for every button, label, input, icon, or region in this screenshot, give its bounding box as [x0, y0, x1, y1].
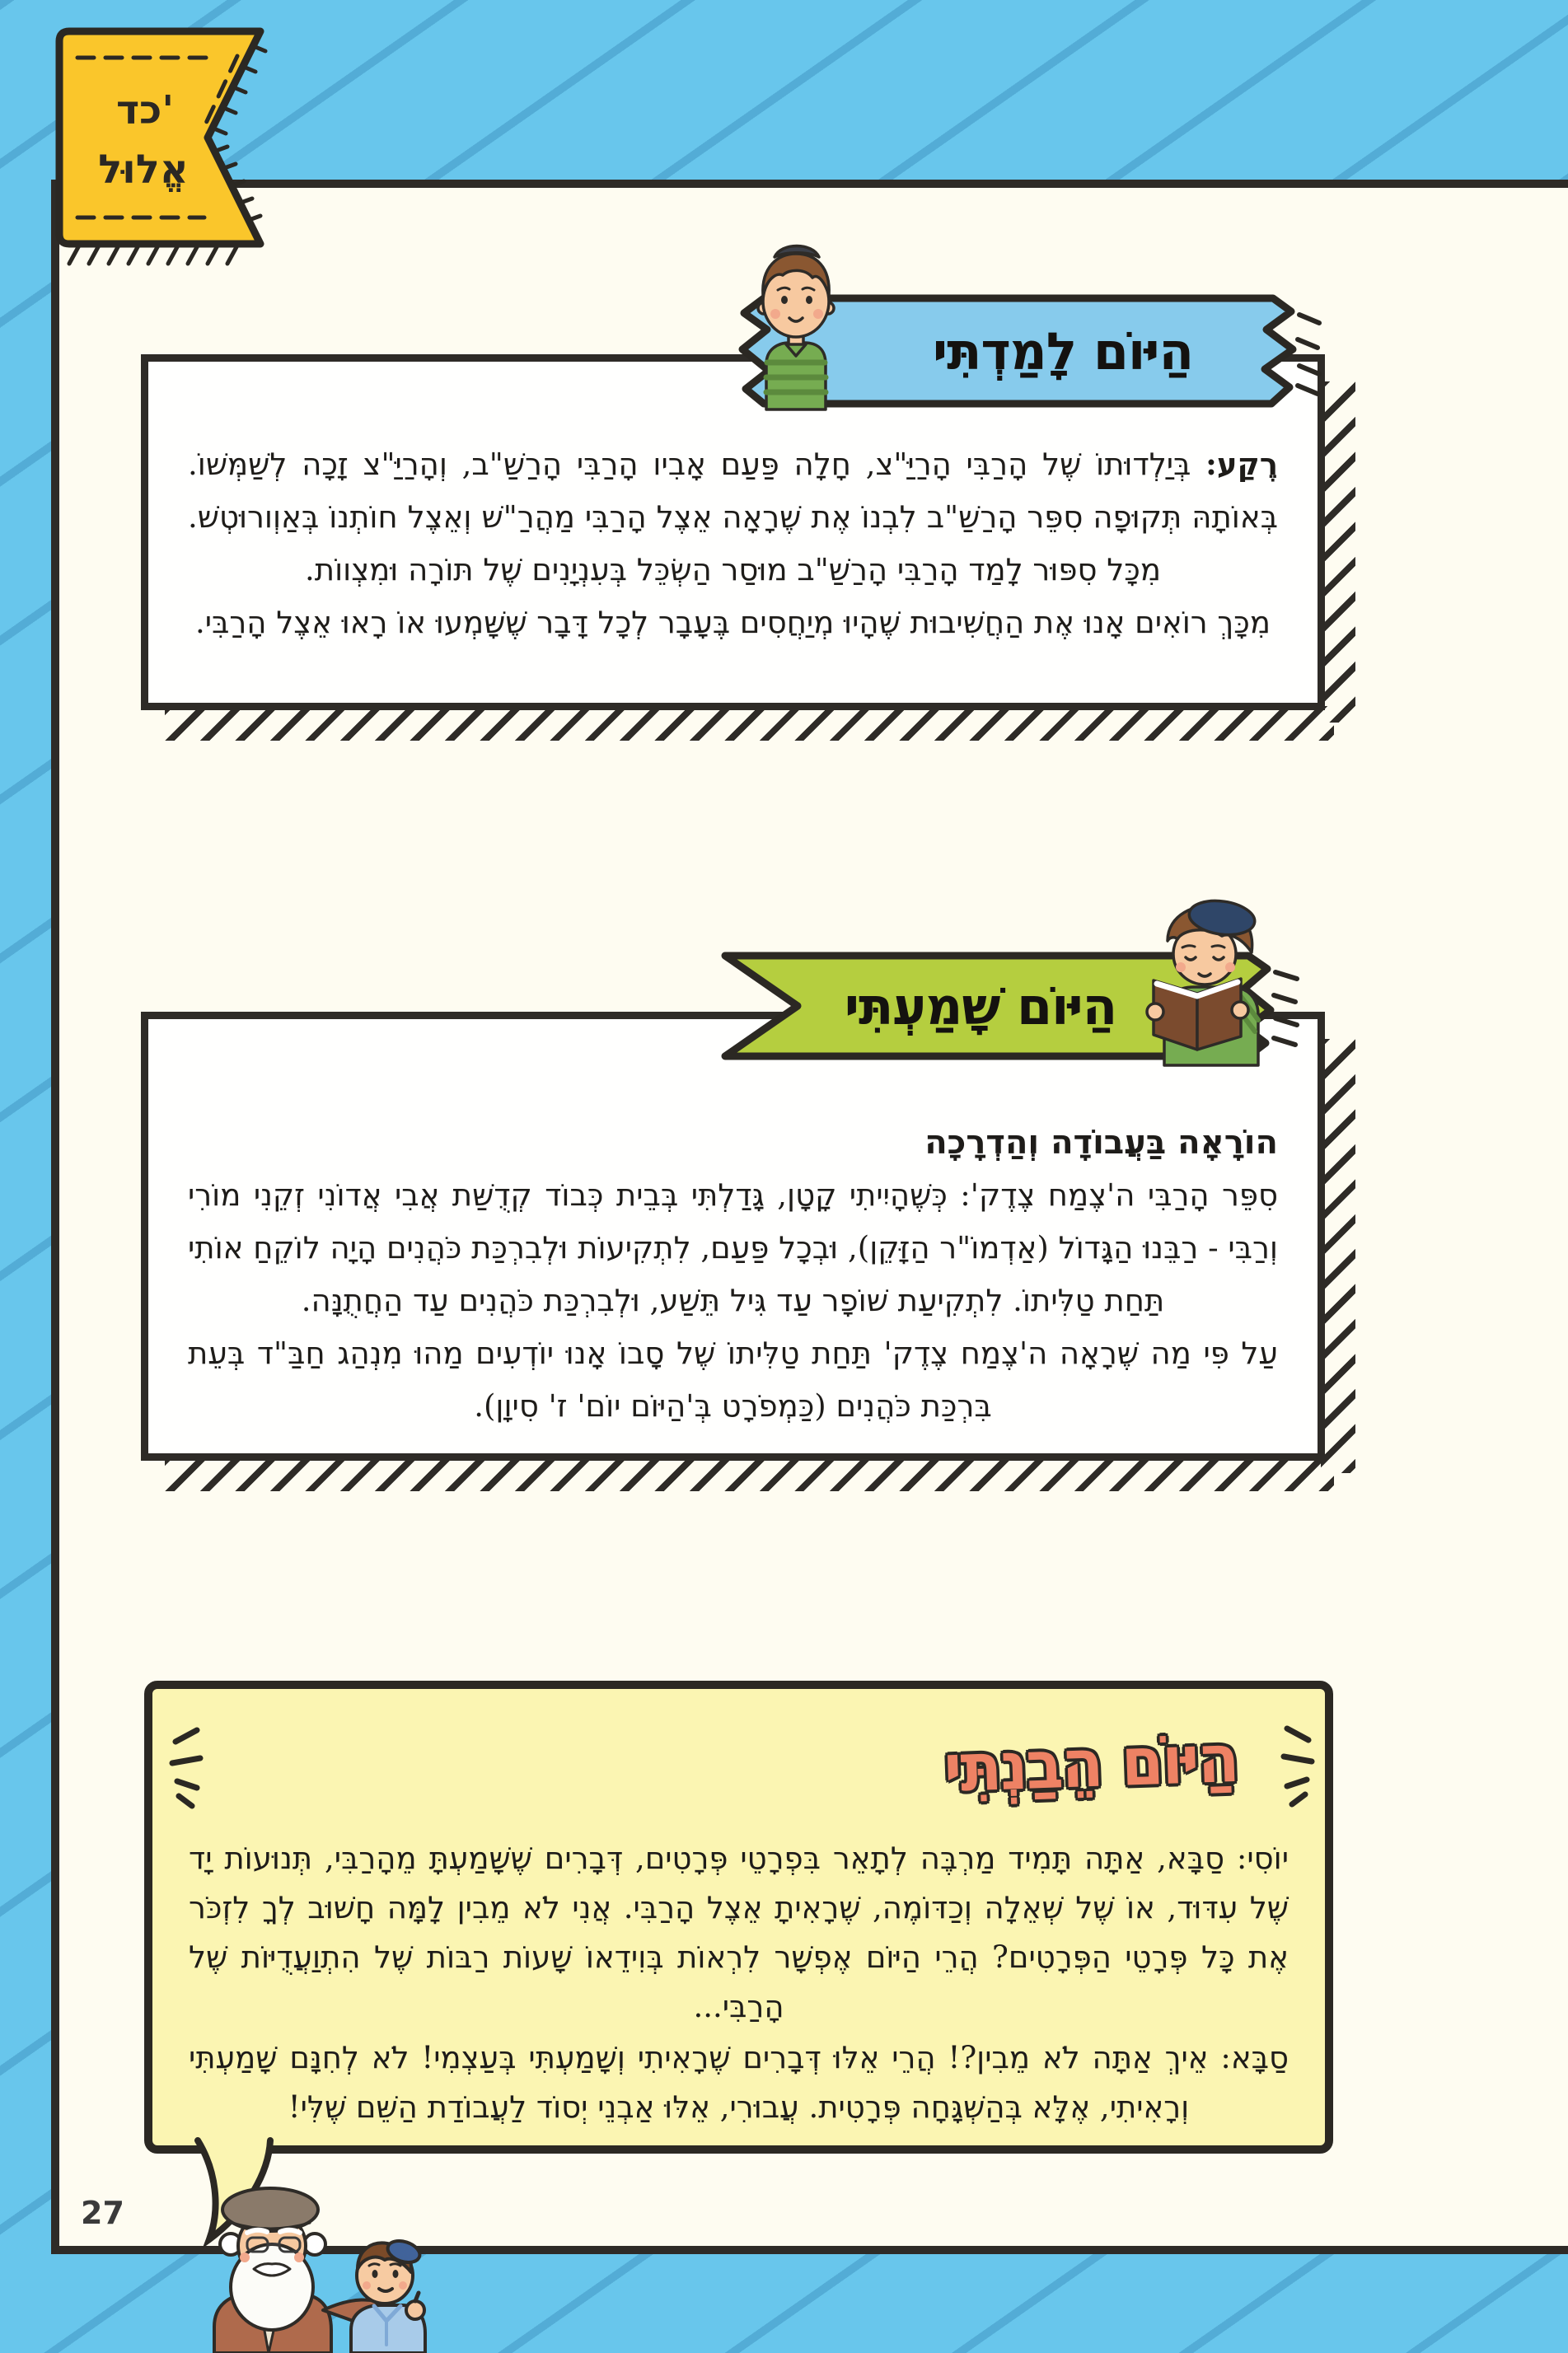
- flag-day: כד': [115, 87, 175, 133]
- boy-reading-book-icon: [1116, 888, 1294, 1065]
- paragraph-body: בְּיַלְדוּתוֹ שֶׁל הָרַבִּי הָרַיַּ"צ, חָלָה פַּעַם אָבִיו הָרַבִּי הָרַשַׁ"ב, וְהָרַיַּ"צ זָכָה לְשַׁמְּשׁוֹ. בְּאוֹתָהּ תְּקוּפָה סִפֵּר הָרַשַׁ"ב לִבְנוֹ אֶת שֶׁרָאָה אֵצֶל הָרַבִּי מַהֲרַ"שׁ וְאֵצֶל חוֹתְנוֹ בְּאַוְורוּטְשׁ. מִכָּל סִפּוּר לָמַד הָרַבִּי הָרַשַׁ"ב מוּסַר הַשְׂכֵּל בְּעִנְיָנִים שֶׁל תּוֹרָה וּמִצְווֹת.: [188, 447, 1278, 587]
- paragraph: סִפֵּר הָרַבִּי ה'צֶמַח צֶדֶק': כְּשֶׁהָיִיתִי קָטָן, גָּדַלְתִּי בְּבֵית כְּבוֹד קְדֻשַּׁת אֲבִי אֲדוֹנִי זְקֵנִי מוֹרִי וְרַבִּי - רַבֵּנוּ הַגָּדוֹל (אַדְמוֹ"ר הַזָּקֵן), וּבְכָל פַּעַם, לִתְקִיעוֹת וּלְבִרְכַּת כֹּהֲנִים הָיָה לוֹקֵחַ אוֹתִי תַּחַת טַלִּיתוֹ. לִתְקִיעַת שׁוֹפָר עַד גִּיל תֵּשַׁע, וּלְבִרְכַּת כֹּהֲנִים עַד הַחֲתֻנָּה.: [188, 1177, 1278, 1318]
- learned-text: [188, 437, 1278, 649]
- hatch-shadow-right: [1321, 381, 1355, 723]
- sparkle-icon: [167, 1724, 204, 1814]
- hatch-shadow-bottom: [165, 1457, 1334, 1491]
- flag-fringe-bottom: [69, 246, 237, 264]
- date-flag: [40, 20, 303, 275]
- paragraph-lead: רֶקַע:: [1205, 446, 1278, 482]
- flag-month: אֱלוּל: [98, 147, 189, 193]
- dialogue-line-saba: [189, 2033, 1289, 2132]
- paragraph: עַל פִּי מַה שֶּׁרָאָה ה'צֶמַח צֶדֶק' תַּחַת טַלִּיתוֹ שֶׁל סָבוֹ אָנוּ יוֹדְעִים מַהוּ מִנְהַג חַבַּ"ד בְּעֵת בִּרְכַּת כֹּהֲנִים (כַּמְפֹרָט בְּ'הַיּוֹם יוֹם' ז' סִיוָן).: [188, 1336, 1278, 1424]
- speaker-name: יוֹסִי:: [1236, 1841, 1289, 1876]
- heard-heading: הוֹרָאָה בַּעֲבוֹדָה וְהַדְרָכָה: [924, 1123, 1278, 1162]
- dialogue-text: סַבָּא, אַתָּה תָּמִיד מַרְבֶּה לְתָאֵר בִּפְרָטֵי פְּרָטִים, דְּבָרִים שֶׁשָּׁמַעְתָּ מֵהָרַבִּי, תְּנוּעוֹת יָד שֶׁל עִדּוּד, אוֹ שֶׁל שְׁאֵלָה וְכַדּוֹמֶה, שֶׁרָאִיתָ אֵצֶל הָרַבִּי. אֲנִי לֹא מֵבִין לָמָּה חָשׁוּב לְךָ לִזְכֹּר אֶת כָּל פְּרָטֵי הַפְּרָטִים? הֲרֵי הַיּוֹם אֶפְשָׁר לִרְאוֹת בְּוִידֵאוֹ שָׁעוֹת רַבּוֹת שֶׁל הִתְוַעֲדֻיּוֹת שֶׁל הָרַבִּי...: [189, 1841, 1289, 2024]
- understood-dialogue: [189, 1834, 1289, 2132]
- understood-box: [144, 1681, 1333, 2154]
- banner-learned-title: הַיּוֹם לָמַדְתִּי: [932, 321, 1194, 381]
- ribbon-fringe: [1298, 315, 1319, 394]
- heard-text: [188, 1169, 1278, 1433]
- hatch-shadow-right: [1321, 1039, 1355, 1473]
- speaker-name: סַבָּא:: [1220, 2040, 1289, 2075]
- sparkle-icon: [1280, 1722, 1317, 1813]
- boy-with-kippah-icon: [742, 232, 853, 409]
- banner-heard-title: הַיּוֹם שָׁמַעְתִּי: [844, 976, 1117, 1036]
- paragraph: [188, 437, 1278, 596]
- dialogue-text: אֵיךְ אַתָּה לֹא מֵבִין?! הֲרֵי אֵלּוּ דְּבָרִים שֶׁרָאִיתִי וְשָׁמַעְתִּי בְּעַצְמִי! לֹא לְחִנָּם שָׁמַעְתִּי וְרָאִיתִי, אֶלָּא בְּהַשְׁגָּחָה פְּרָטִית. עֲבוּרִי, אֵלּוּ אַבְנֵי יְסוֹד לַעֲבוֹדַת הַשֵּׁם שֶׁלִּי!: [189, 2040, 1221, 2125]
- dialogue-line-yossi: [189, 1834, 1289, 2032]
- page-number: 27: [81, 2195, 124, 2231]
- understood-title: הַיּוֹם הֵבַנְתִּי: [943, 1719, 1239, 1808]
- hatch-shadow-bottom: [165, 706, 1334, 741]
- paragraph: מִכָּךְ רוֹאִים אָנוּ אֶת הַחֲשִׁיבוּת שֶׁהָיוּ מְיַחֲסִים בֶּעָבָר לְכָל דָּבָר שֶׁשָּׁמְעוּ אוֹ רָאוּ אֵצֶל הָרַבִּי.: [194, 605, 1271, 640]
- grandfather-and-boy-illustration: [199, 2172, 447, 2353]
